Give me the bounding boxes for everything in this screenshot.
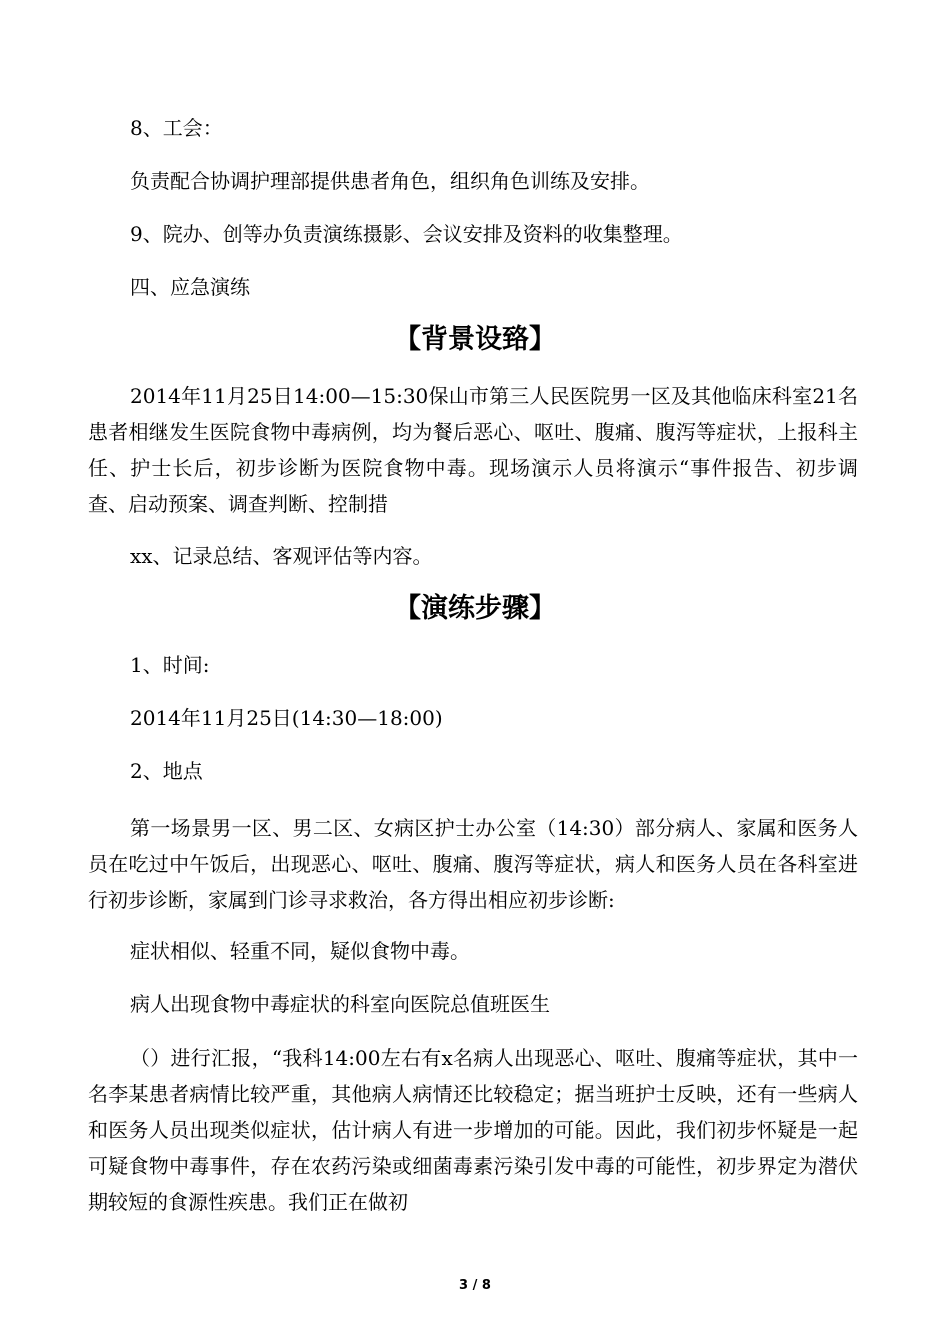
paragraph: （）进行汇报，“我科14:00左右有x名病人出现恶心、呕吐、腹痛等症状，其中一名李某患者病情比较严重，其他病人病情还比较稳定；据当班护士反映，还有一些病人和医务人员出现类似症状，估计病人有进一步增加的可能。因此，我们初步怀疑是一起可疑食物中毒事件，存在农药污染或细菌毒素污染引发中毒的可能性，初步界定为潜伏期较短的食源性疾患。我们正在做初	[88, 1046, 858, 1214]
paragraph: 症状相似、轻重不同，疑似食物中毒。	[130, 939, 470, 963]
paragraph: 8、工会：	[130, 116, 223, 140]
paragraph: 负责配合协调护理部提供患者角色，组织角色训练及安排。	[130, 169, 650, 193]
paragraph: 2、地点	[130, 759, 203, 783]
page-number: 3 / 8	[459, 1278, 491, 1293]
paragraph: xx、记录总结、客观评估等内容。	[130, 544, 433, 568]
paragraph: 1、时间:	[130, 653, 210, 677]
paragraph: 2014年11月25日14:00—15:30保山市第三人民医院男一区及其他临床科室21名患者相继发生医院食物中毒病例，均为餐后恶心、呕吐、腹痛、腹泻等症状，上报科主任、护士长后，初步诊断为医院食物中毒。现场演示人员将演示“事件报告、初步调查、启动预案、调查判断、控制措	[88, 384, 858, 516]
paragraph: 2014年11月25日(14:30—18:00)	[130, 706, 443, 730]
section-heading-steps: 【演练步骤】	[394, 593, 556, 624]
paragraph: 9、院办、创等办负责演练摄影、会议安排及资料的收集整理。	[130, 222, 683, 246]
section-heading-background: 【背景设臵】	[394, 324, 556, 355]
paragraph: 第一场景男一区、男二区、女病区护士办公室（14:30）部分病人、家属和医务人员在吃过中午饭后，出现恶心、呕吐、腹痛、腹泻等症状，病人和医务人员在各科室进行初步诊断，家属到门诊寻求救治，各方得出相应初步诊断:	[88, 816, 858, 912]
paragraph: 病人出现食物中毒症状的科室向医院总值班医生	[130, 992, 550, 1016]
paragraph: 四、应急演练	[130, 275, 250, 299]
